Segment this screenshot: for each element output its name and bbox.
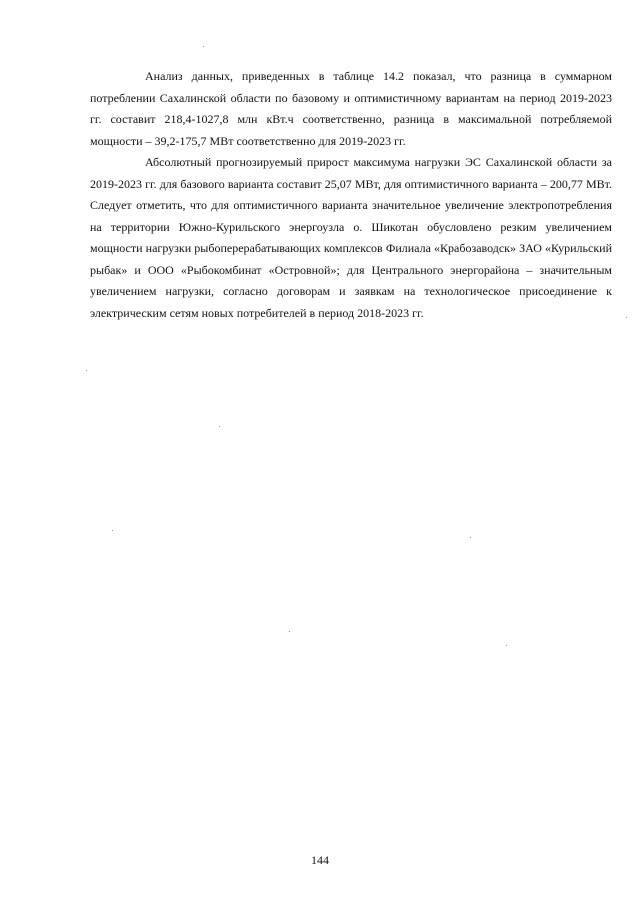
scan-speck <box>219 426 220 427</box>
scan-speck <box>289 631 290 632</box>
paragraph-analysis: Анализ данных, приведенных в таблице 14.2 показал, что разница в суммарном потреблении Сахалинской области по базовому и оптимистичному вариантам на период 2019-2023 гг. составит 218,4-1027,8 млн кВт.ч соответственно, разница в максимальной потребляемой мощности – 39,2-175,7 МВт соответственно для 2019-2023 гг. <box>90 69 612 148</box>
scan-speck <box>86 370 87 371</box>
scan-speck <box>470 537 471 538</box>
scan-speck <box>506 645 507 646</box>
text-body <box>90 66 612 324</box>
scan-speck <box>203 46 204 47</box>
scan-speck <box>112 530 113 531</box>
paragraph-load-growth: Абсолютный прогнозируемый прирост максимума нагрузки ЭС Сахалинской области за 2019-2023 гг. для базового варианта составит 25,07 МВт, для оптимистичного варианта – 200,77 МВт. Следует отметить, что для оптимистичного варианта значительное увеличение электропотребления на территории Южно-Курильского энергоузла о. Шикотан обусловлено резким увеличением мощности нагрузки рыбоперерабатывающих комплексов Филиала «Крабозаводск» ЗАО «Курильский рыбак» и ООО «Рыбокомбинат «Островной»; для Центрального энергорайона – значительным увеличением нагрузки, согласно договорам и заявкам на технологическое присоединение к электрическим сетям новых потребителей в период 2018-2023 гг. <box>90 155 612 320</box>
scan-speck <box>626 317 627 318</box>
page-number: 144 <box>311 853 329 867</box>
